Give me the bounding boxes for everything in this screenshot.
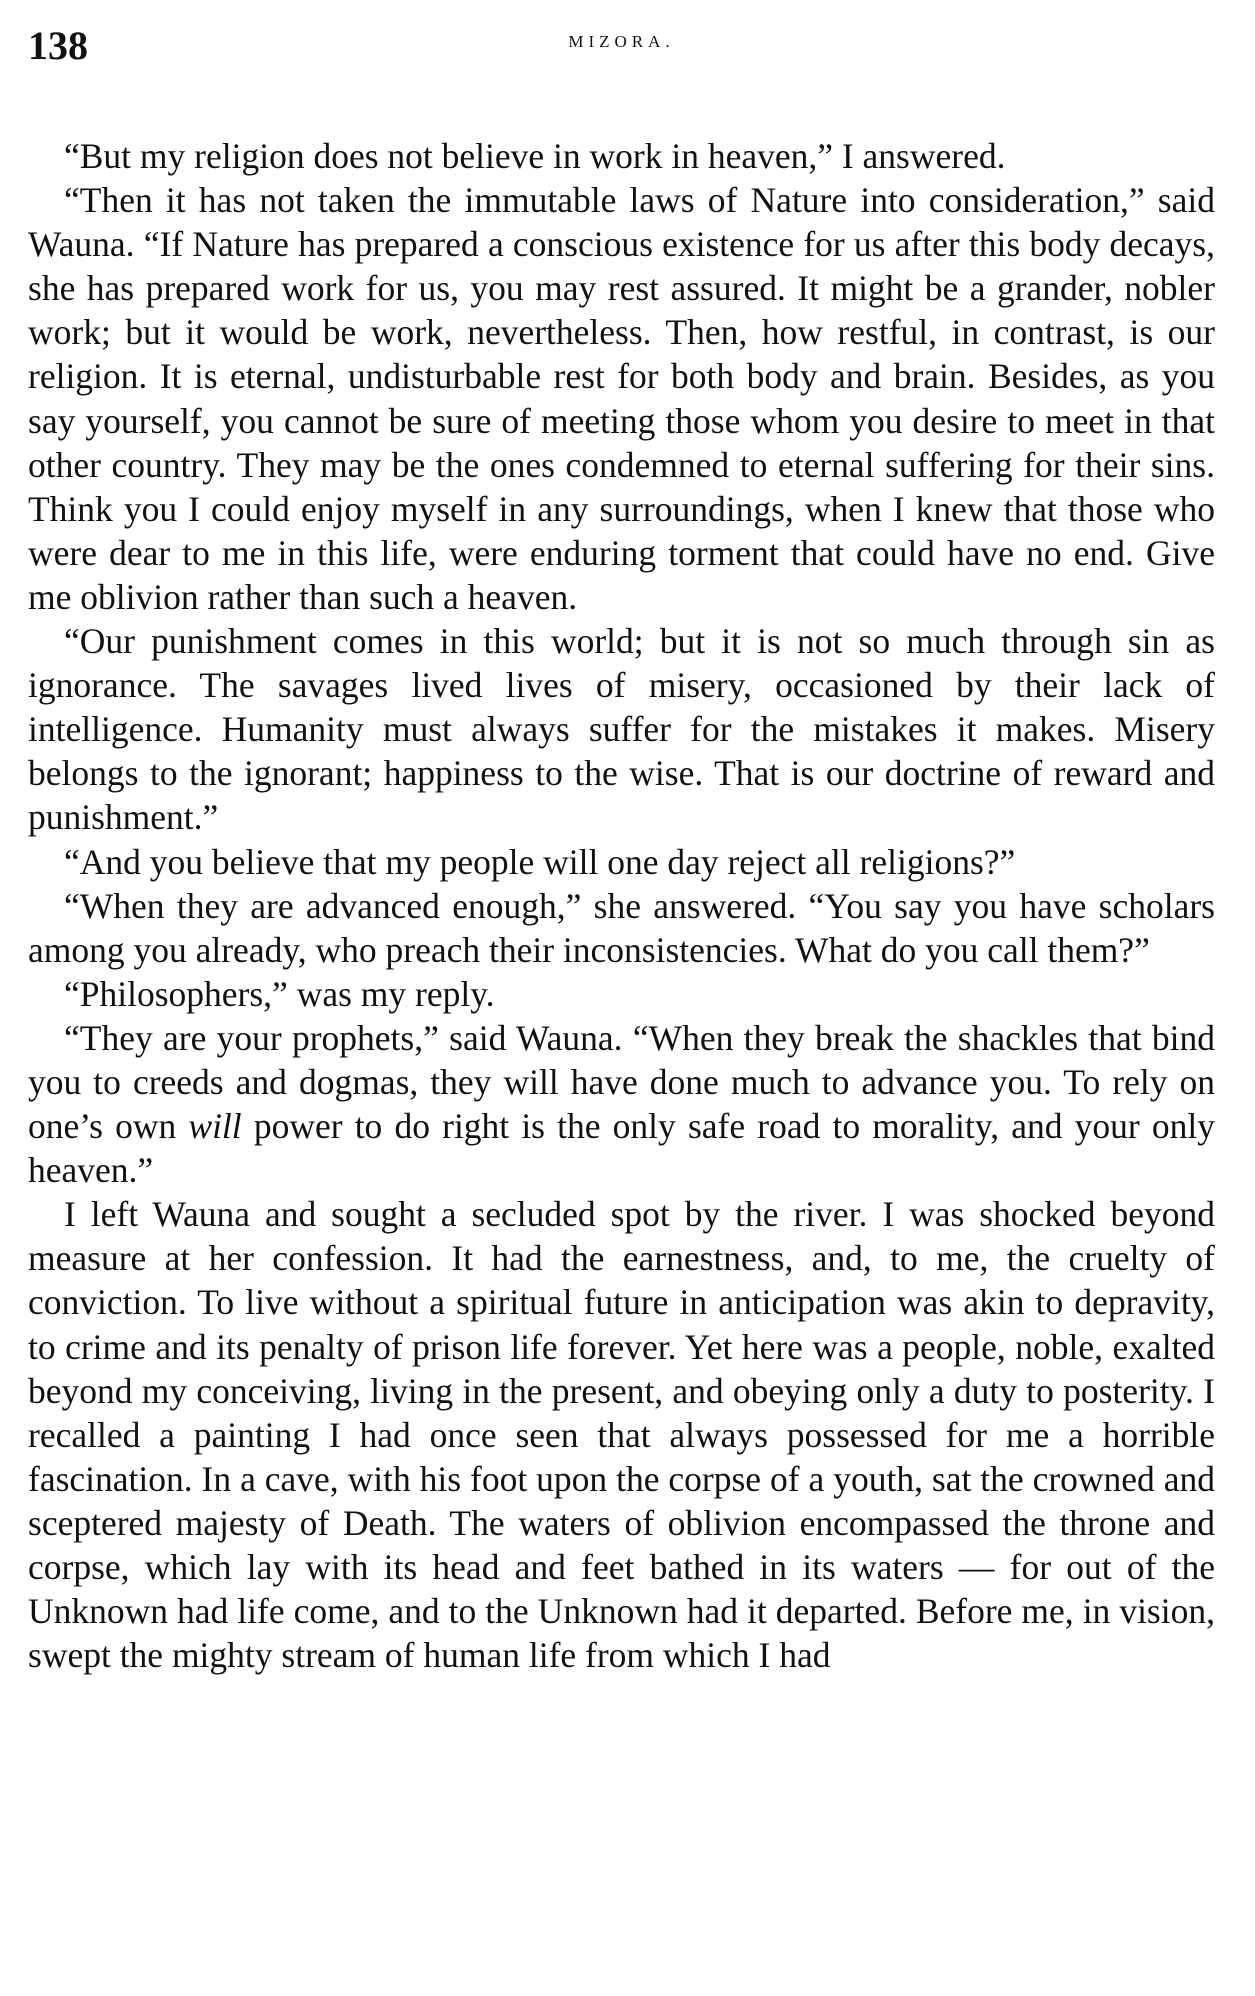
paragraph-prophets-end: power to do right is the only safe road to morality, and your only heaven.” (28, 1106, 1216, 1191)
paragraph-prophets-start: “They are your prophets,” said Wauna. “When they break the shackles that bind you to creeds and dogmas, they will have done much to advance you. To rely on one’s own (28, 1017, 1215, 1147)
paragraph-immutable-laws: “Then it has not taken the immutable laws of Nature into consideration,” said Wauna. “If Nature has prepared a conscious existence for us after this body decays, she has prepared work for us, you may rest assured. It might be a grander, nobler work; but it would be work, nevertheless. Then, how restful, in contrast, is our religion. It is eternal, undisturbable rest for both body and brain. Besides, as you say yourself, you cannot be sure of meeting those whom you desire to meet in that other country. They may be the ones condemned to eternal suffering for their sins. Think you I could enjoy myself in any surroundings, when I knew that those who were dear to me in this life, were enduring torment that could have no end. Give me oblivion rather than such a heaven. (28, 180, 1215, 617)
running-head (28, 22, 1215, 80)
paragraph-religion-work: “But my religion does not believe in work in heaven,” I answered. (64, 136, 1006, 176)
body-text (28, 134, 1215, 1677)
paragraph-prophets (28, 1016, 1215, 1192)
running-title: MIZORA. (568, 32, 675, 51)
paragraph-scholars: “When they are advanced enough,” she answered. “You say you have scholars among you already, who preach their inconsistencies. What do you call them?” (28, 885, 1215, 970)
paragraph-philosophers: “Philosophers,” was my reply. (64, 973, 495, 1014)
page-number: 138 (28, 23, 88, 68)
paragraph-punishment: “Our punishment comes in this world; but it is not so much through sin as ignorance. The savages lived lives of misery, occasioned by their lack of intelligence. Humanity must always suffer for the mistakes it makes. Misery belongs to the ignorant; happiness to the wise. That is our doctrine of reward and punishment.” (28, 621, 1215, 838)
paragraph-left-wauna: I left Wauna and sought a secluded spot by the river. I was shocked beyond measure at her confession. It had the earnestness, and, to me, the cruelty of conviction. To live without a spiritual future in anticipation was akin to depravity, to crime and its penalty of prison life forever. Yet here was a people, noble, exalted beyond my conceiving, living in the present, and obeying only a duty to posterity. I recalled a painting I had once seen that always possessed for me a horrible fascination. In a cave, with his foot upon the corpse of a youth, sat the crowned and sceptered majesty of Death. The waters of oblivion encompassed the throne and corpse, which lay with its head and feet bathed in its waters — for out of the Unknown had life come, and to the Unknown had it departed. Before me, in vision, swept the mighty stream of human life from which I had (28, 1194, 1215, 1676)
emphasis-will: will (188, 1106, 242, 1147)
paragraph-reject-religions: “And you believe that my people will one day reject all religions?” (64, 841, 1016, 882)
